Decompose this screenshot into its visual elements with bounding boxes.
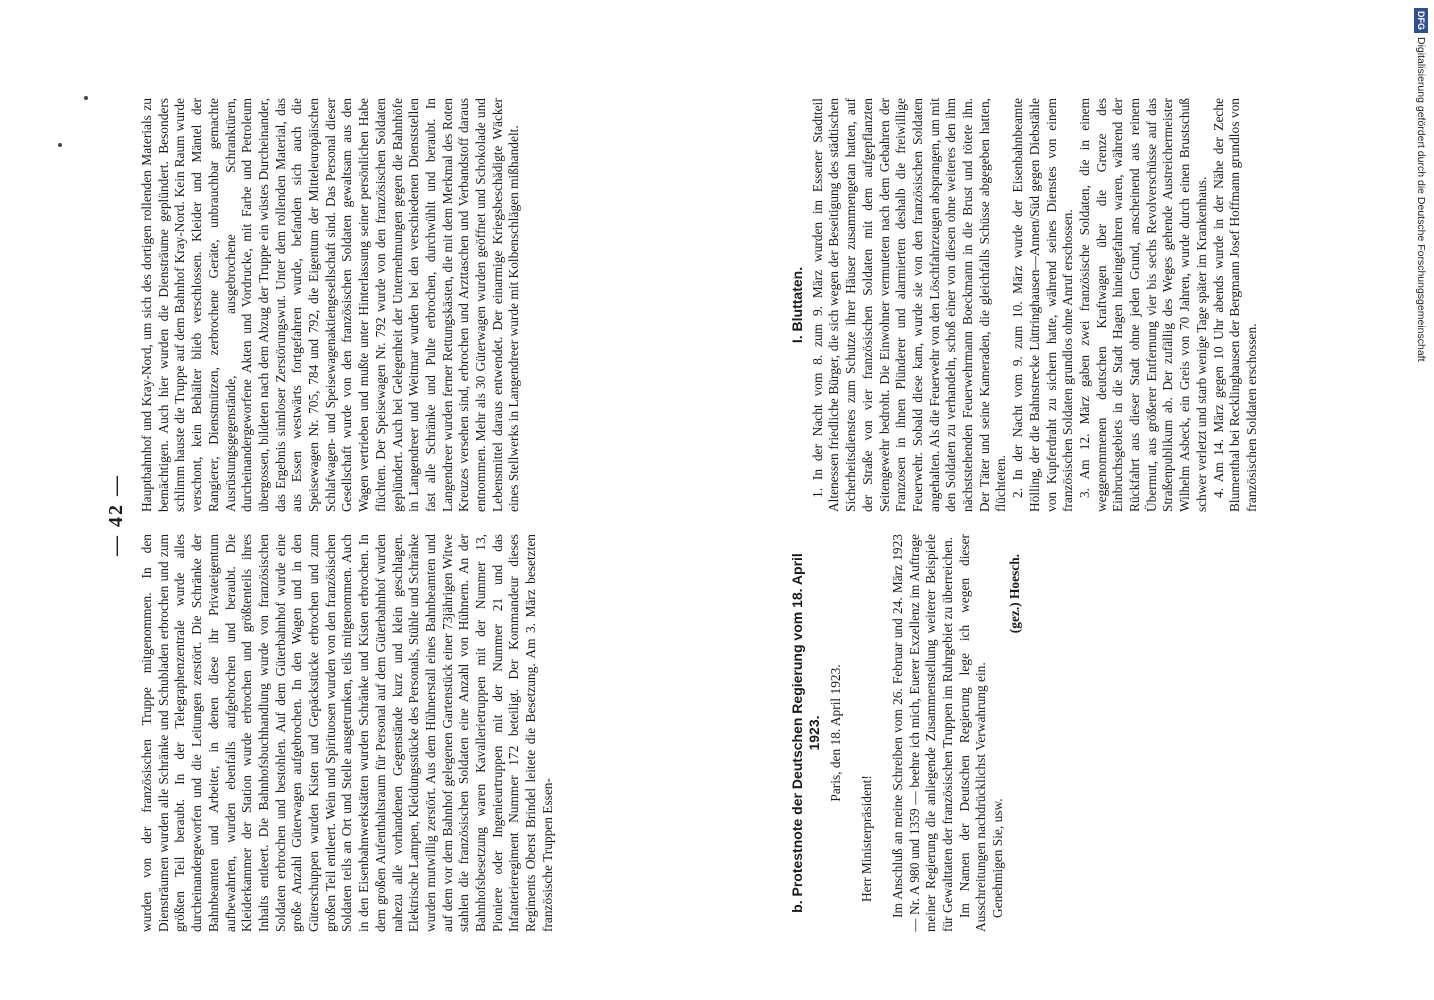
rotated-content [105, 90, 1325, 940]
dateline: Paris, den 18. April 1923. [828, 664, 844, 802]
paragraph: Im Anschluß an meine Schreiben vom 26. Februar und 24. März 1923 — Nr. A 980 und 1359 — beehre ich mich, Euerer Exzellenz im Auftrage meiner Regierung die anliegende Zusammenstellung weiterer Beispiele für Gewalttaten der französischen Truppen im Ruhrgebiet zu überreichen. [889, 534, 955, 932]
digitization-label-text [1410, 8, 1432, 728]
column-left-bottom [785, 534, 1023, 932]
paragraph: wurden von der französischen Truppe mitgenommen. In den Diensträumen wurden alle Schränke und Schubladen erbrochen und zum größten Teil beraubt. In der Telegraphenzentrale wurde alles durcheinandergeworfen und die Leitungen zerstört. Die Schränke der Bahnbeamten und Arbeiter, in denen diese ihr Privateigentum aufbewahrten, wurden ebenfalls aufgebrochen und beraubt. Die Kleiderkammer der Station wurde erbrochen und größtenteils ihres Inhalts entleert. Die Bahnhofsbuchhandlung wurde von französischen Soldaten erbrochen und bestohlen. Auf dem Güterbahnhof wurde eine große Anzahl Güterwagen aufgebrochen. In den Wagen und in den Güterschuppen wurden Kisten und Gepäckstücke erbrochen und zum großen Teil entleert. Wein und Spirituosen wurden von den französischen Soldaten teils an Ort und Stelle ausgetrunken, teils mitgenommen. Auch in den Eisenbahnwerkstätten wurden Schränke und Kisten erbrochen. In dem großen Aufenthaltsraum für Personal auf dem Güterbahnhof wurden nahezu alle vorhandenen Gegenstände kurz und klein geschlagen. Elektrische Lampen, Kleidungsstücke des Personals, Stühle und Schränke wurden mutwillig zerstört. Aus dem Hühnerstall eines Bahnbeamten und auf dem vor dem Bahnhof gelegenen Gartenstück einer 73jährigen Witwe stahlen die französischen Soldaten eine Anzahl von Hühnern. An der Bahnhofsbesetzung waren Kavallerietruppen mit der Nummer 13, Pioniere oder Ingenieurtruppen mit der Nummer 21 und das Infanterieregiment Nummer 172 beteiligt. Der Kommandeur dieses Regiments Oberst Brindel leitete die Besetzung. Am 3. März besetzten französische Truppen Essen- [139, 534, 555, 932]
paragraph: Im Namen der Deutschen Regierung lege ich wegen dieser Ausschreitungen nachdrücklichst Verwahrung ein. [956, 534, 989, 932]
digitization-label [1412, 8, 1434, 728]
paragraph: Hauptbahnhof und Kray-Nord, um sich des dortigen rollenden Materials zu bemächtigen. Auch hier wurden die Diensträume geplündert. Besonders schlimm hauste die Truppe auf dem Bahnhof Kray-Nord. Kein Raum wurde verschont, kein Behälter blieb verschlossen. Kleider und Mäntel der Rangierer, Dienstmützen, zerbrochene Geräte, unbrauchbar gemachte Ausrüstungsgegenstände, ausgebrochene Schranktüren, durcheinandergeworfene Akten und Vordrucke, mit Farbe und Petroleum übergossen, bildeten nach dem Abzug der Truppe ein wüstes Durcheinander, das Ergebnis sinnloser Zerstörungswut. Unter dem rollenden Material, das aus Essen westwärts fortgefahren wurde, befanden sich auch die Speisewagen Nr. 705, 784 und 792, die Eigentum der Mitteleuropäischen Schlafwagen- und Speisewagenaktiengesellschaft sind. Das Personal dieser Gesellschaft wurde von den französischen Soldaten gewaltsam aus den Wagen vertrieben und mußte unter Hinterlassung seiner persönlichen Habe flüchten. Der Speisewagen Nr. 792 wurde von den französischen Soldaten geplündert. Auch bei Gelegenheit der Unternehmungen gegen die Bahnhöfe in Langendreer und Weitmar wurden bei den verschiedenen Dienststellen fast alle Schränke und Pulte erbrochen, durchwühlt und beraubt. In Langendreer wurden ferner Rettungskästen, die mit dem Merkmal des Roten Kreuzes versehen sind, erbrochen und Arzttaschen und Verbandstoff daraus entnommen. Mehr als 30 Güterwagen wurden geöffnet und Schokolade und Lebensmittel daraus entwendet. Der einarmige Kriegsbeschädigte Wäcker eines Stellwerks in Langendreer wurde mit Kolbenschlägen mißhandelt. [139, 98, 522, 512]
column-left-top [139, 534, 557, 932]
dfg-logo: DFG [1414, 8, 1428, 33]
paragraph: 1. In der Nacht vom 8. zum 9. März wurden im Essener Stadtteil Altenessen friedliche Bürger, die sich wegen der Beseitigung des städtischen Sicherheitsdienstes zum Schutze ihrer Häuser zusammengetan hatten, auf der Straße von vier französischen Soldaten mit dem aufgepflanzten Seitengewehr bedroht. Die Einwohner vermuteten nach dem Gebahren der Franzosen in ihnen Plünderer und alarmierten deshalb die freiwillige Feuerwehr. Sobald diese kam, wurde sie von den französischen Soldaten angehalten. Als die Feuerwehr von den Löschfahrzeugen absprangen, um mit den Soldaten zu verhandeln, schoß einer von diesen ohne weiteres den ihm nächststehenden Feuerwehrmann Boeckmann in die Brust und tötete ihn. Der Täter und seine Kameraden, die gleichfalls Schüsse abgegeben hatten, flüchteten. [809, 98, 1009, 512]
paragraph: 4. Am 14. März gegen 10 Uhr abends wurde in der Nähe der Zeche Blumenthal bei Recklinghausen der Bergmann Josef Hoffmann grundlos von französischen Soldaten erschossen. [1210, 98, 1259, 512]
scan-speck [58, 143, 62, 147]
scan-speck [84, 96, 88, 100]
signature: (gez.) Hoesch. [1006, 554, 1022, 634]
page-body [105, 90, 1325, 940]
closing: Genehmigen Sie, usw. [990, 798, 1006, 918]
column-right-top [139, 98, 523, 512]
column-right-bottom [785, 98, 1261, 512]
section-heading: I. Bluttaten. [789, 266, 805, 344]
paragraph: 2. In der Nacht vom 9. zum 10. März wurde der Eisenbahnbeamte Hölling, der die Bahnstrecke Lüttringhausen—Annen/Süd gegen Diebstähle von Kupferdraht zu sichern hatte, während seines Dienstes von einem französischen Soldaten grundlos ohne Anruf erschossen. [1010, 98, 1076, 512]
salutation: Herr Ministerpräsident! [859, 775, 875, 902]
paragraph: 3. Am 12. März gaben zwei französische Soldaten, die in einem weggenommenen deutschen Kraftwagen über die Grenze des Einbruchsgebiets in die Stadt Hagen hineingefahren waren, während der Rückfahrt aus dieser Stadt ohne jeden Grund, anscheinend aus reinem Übermut, aus größerer Entfernung vier bis sechs Revolverschüsse auf das Straßenpublikum ab. Der zufällig des Weges gehende Austreichermeister Wilhelm Asbeck, ein Greis von 70 Jahren, wurde durch einen Brustschuß schwer verletzt und starb wenige Tage später im Krankenhaus. [1076, 98, 1209, 512]
digitization-credit: Digitalisierung gefördert durch die Deutsche Forschungsgemeinschaft [1415, 37, 1427, 362]
section-heading: b. Protestnote der Deutschen Regierung vom 18. April 1923. [789, 553, 822, 913]
page-number: — 42 — [105, 474, 127, 556]
